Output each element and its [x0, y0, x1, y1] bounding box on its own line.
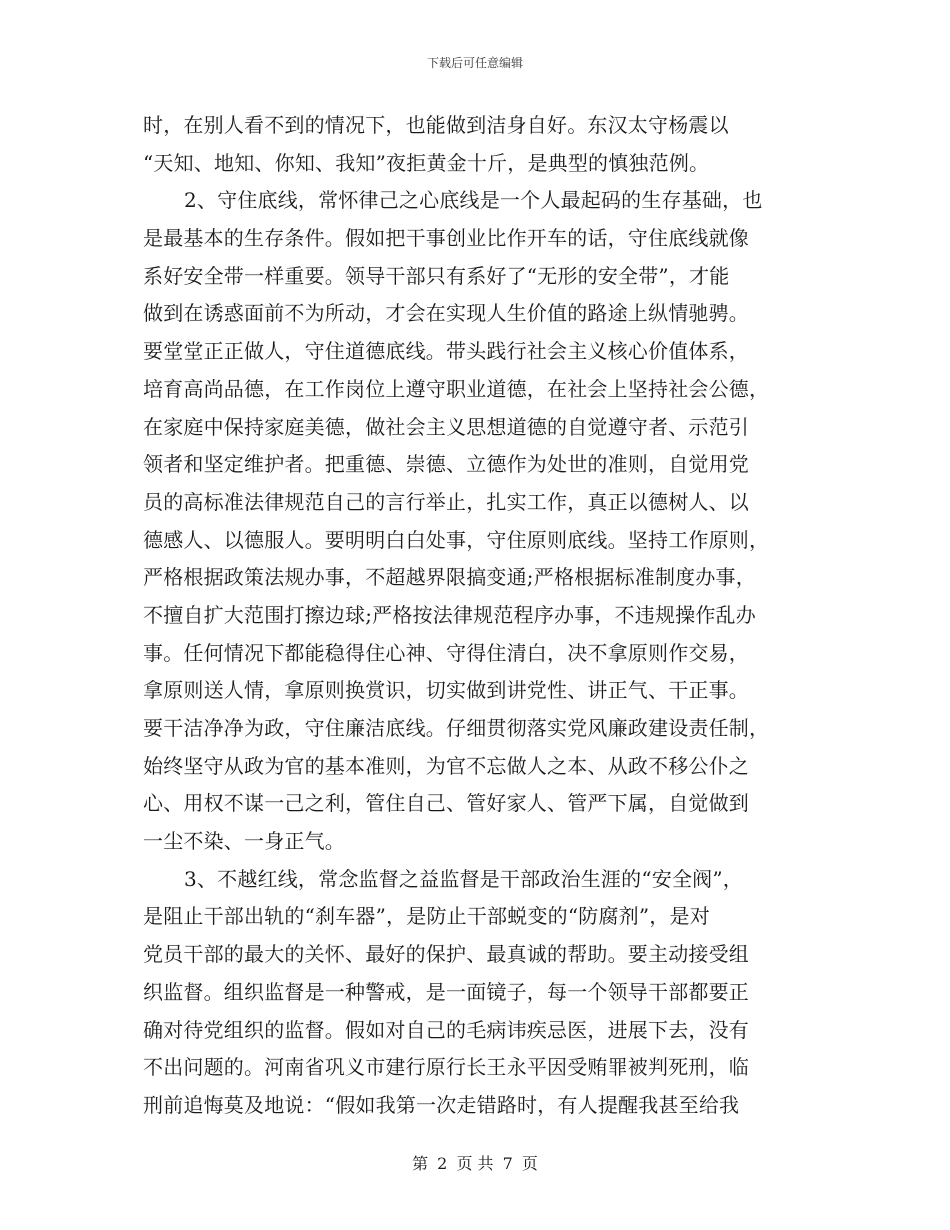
current-page-number: 2 — [437, 1154, 448, 1173]
text-line: 一尘不染、一身正气。 — [143, 829, 345, 854]
page-footer — [0, 1154, 950, 1174]
text-line: 领者和坚定维护者。把重德、崇德、立德作为处世的准则，自觉用党 — [143, 452, 749, 477]
text-line: 拿原则送人情，拿原则换赏识，切实做到讲党性、讲正气、干正事。 — [143, 678, 749, 703]
text-line: 织监督。组织监督是一种警戒，是一面镜子，每一个领导干部都要正 — [143, 979, 749, 1004]
text-line: 是阻止干部出轨的“刹车器”，是防止干部蜕变的“防腐剂”，是对 — [143, 904, 710, 929]
text-line: 要堂堂正正做人，守住道德底线。带头践行社会主义核心价值体系， — [143, 339, 749, 364]
page-header: 下载后可任意编辑 — [426, 56, 523, 70]
text-line: 严格根据政策法规办事，不超越界限搞变通;严格根据标准制度办事， — [143, 565, 756, 590]
footer-middle: 页 共 — [456, 1154, 494, 1173]
footer-suffix: 页 — [521, 1154, 538, 1173]
text-line: 是最基本的生存条件。假如把干事创业比作开车的话，守住底线就像 — [143, 226, 749, 251]
text-line: 确对待党组织的监督。假如对自己的毛病讳疾忌医，进展下去，没有 — [143, 1017, 749, 1042]
text-line: 刑前追悔莫及地说：“假如我第一次走错路时，有人提醒我甚至给我 — [143, 1092, 740, 1117]
document-body — [143, 107, 813, 1125]
text-line: 始终坚守从政为官的基本准则，为官不忘做人之本、从政不移公仆之 — [143, 753, 749, 778]
total-pages-number: 7 — [502, 1154, 513, 1173]
text-line: 不擅自扩大范围打擦边球;严格按法律规范程序办事，不违规操作乱办 — [143, 602, 756, 627]
text-line: 做到在诱惑面前不为所动，才会在实现人生价值的路途上纵情驰骋。 — [143, 301, 749, 326]
text-line: 时，在别人看不到的情况下，也能做到洁身自好。东汉太守杨震以 — [143, 113, 729, 137]
footer-prefix: 第 — [412, 1154, 429, 1173]
text-line: 事。任何情况下都能稳得住心神、守得住清白，决不拿原则作交易， — [143, 640, 749, 665]
text-line: “天知、地知、你知、我知”夜拒黄金十斤，是典型的慎独范例。 — [143, 150, 710, 175]
text-line: 不出问题的。河南省巩义市建行原行长王永平因受贿罪被判死刑，临 — [143, 1055, 749, 1080]
text-line: 在家庭中保持家庭美德，做社会主义思想道德的自觉遵守者、示范引 — [143, 414, 749, 439]
text-line: 党员干部的最大的关怀、最好的保护、最真诚的帮助。要主动接受组 — [143, 942, 749, 967]
text-line: 德感人、以德服人。要明明白白处事，守住原则底线。坚持工作原则， — [143, 527, 770, 552]
text-line: 员的高标准法律规范自己的言行举止，扎实工作，真正以德树人、以 — [143, 489, 749, 514]
text-line: 培育高尚品德，在工作岗位上遵守职业道德，在社会上坚持社会公德， — [143, 376, 770, 401]
paragraph-start-line: 3、不越红线，常念监督之益监督是干部政治生涯的“安全阀”， — [184, 866, 743, 891]
text-line: 系好安全带一样重要。领导干部只有系好了“无形的安全带”，才能 — [143, 263, 730, 288]
text-line: 心、用权不谋一己之利，管住自己、管好家人、管严下属，自觉做到 — [143, 791, 749, 816]
paragraph-start-line: 2、守住底线，常怀律己之心底线是一个人最起码的生存基础，也 — [184, 188, 763, 213]
text-line: 要干洁净净为政，守住廉洁底线。仔细贯彻落实党风廉政建设责任制， — [143, 716, 770, 740]
